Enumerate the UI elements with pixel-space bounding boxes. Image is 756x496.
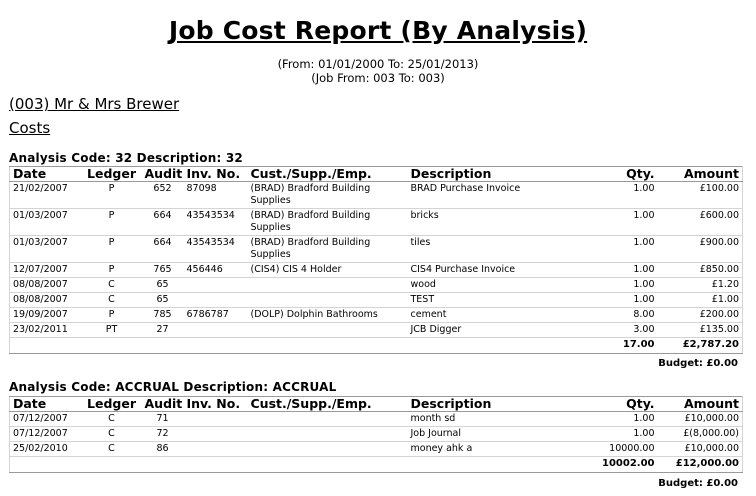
cell-inv-no [184, 293, 248, 308]
total-qty: 10002.00 [578, 457, 658, 473]
cell-date: 12/07/2007 [10, 263, 82, 278]
col-date: Date [10, 167, 82, 182]
cell-audit: 664 [142, 209, 184, 236]
table-row [10, 278, 743, 293]
cell-inv-no: 456446 [184, 263, 248, 278]
cell-description: money ahk a [408, 442, 578, 457]
col-audit: Audit [142, 397, 184, 412]
col-audit: Audit [142, 167, 184, 182]
cell-description: BRAD Purchase Invoice [408, 182, 578, 209]
cell-date: 01/03/2007 [10, 209, 82, 236]
cell-qty: 1.00 [578, 293, 658, 308]
cell-inv-no [184, 278, 248, 293]
total-qty: 17.00 [578, 338, 658, 354]
table-row [10, 293, 743, 308]
cell-inv-no [184, 412, 248, 427]
cell-ledger: C [82, 278, 142, 293]
cell-date: 19/09/2007 [10, 308, 82, 323]
cell-description: Job Journal [408, 427, 578, 442]
cell-inv-no: 43543534 [184, 236, 248, 263]
cell-cust: (BRAD) Bradford Building Supplies [248, 209, 408, 236]
table-row [10, 323, 743, 338]
cell-date: 07/12/2007 [10, 427, 82, 442]
cell-cust [248, 323, 408, 338]
total-row [10, 338, 743, 354]
cell-inv-no: 87098 [184, 182, 248, 209]
cell-cust [248, 427, 408, 442]
cell-ledger: P [82, 263, 142, 278]
cell-audit: 664 [142, 236, 184, 263]
table-row [10, 427, 743, 442]
cell-ledger: P [82, 308, 142, 323]
col-date: Date [10, 397, 82, 412]
table-header-row [10, 167, 743, 182]
table-row [10, 442, 743, 457]
cell-date: 01/03/2007 [10, 236, 82, 263]
table-row [10, 412, 743, 427]
cell-audit: 27 [142, 323, 184, 338]
cell-ledger: C [82, 412, 142, 427]
cell-qty: 8.00 [578, 308, 658, 323]
cell-inv-no: 43543534 [184, 209, 248, 236]
job-range: (Job From: 003 To: 003) [311, 71, 445, 85]
report-title: Job Cost Report (By Analysis) [168, 16, 588, 45]
cost-table [9, 396, 743, 473]
cell-description: month sd [408, 412, 578, 427]
table-row [10, 263, 743, 278]
total-amount: £12,000.00 [658, 457, 743, 473]
cell-cust: (DOLP) Dolphin Bathrooms [248, 308, 408, 323]
budget-label: Budget: £0.00 [658, 358, 738, 369]
table-row [10, 308, 743, 323]
cell-ledger: PT [82, 323, 142, 338]
cell-ledger: P [82, 236, 142, 263]
cell-description: tiles [408, 236, 578, 263]
cell-description: cement [408, 308, 578, 323]
cell-ledger: C [82, 442, 142, 457]
cell-amount: £600.00 [658, 209, 743, 236]
cell-date: 21/02/2007 [10, 182, 82, 209]
cell-ledger: C [82, 293, 142, 308]
cell-amount: £100.00 [658, 182, 743, 209]
cell-amount: £10,000.00 [658, 412, 743, 427]
cell-audit: 72 [142, 427, 184, 442]
cell-amount: £135.00 [658, 323, 743, 338]
cell-date: 23/02/2011 [10, 323, 82, 338]
analysis-code-heading: Analysis Code: ACCRUAL Description: ACCRUAL [9, 380, 337, 394]
analysis-code-heading: Analysis Code: 32 Description: 32 [9, 151, 243, 165]
col-ledger: Ledger [82, 397, 142, 412]
cell-description: JCB Digger [408, 323, 578, 338]
cell-amount: £1.00 [658, 293, 743, 308]
cell-audit: 86 [142, 442, 184, 457]
cell-inv-no [184, 323, 248, 338]
cell-cust: (BRAD) Bradford Building Supplies [248, 236, 408, 263]
cell-cust [248, 442, 408, 457]
cell-cust [248, 278, 408, 293]
cell-description: TEST [408, 293, 578, 308]
cell-amount: £900.00 [658, 236, 743, 263]
client-name: (003) Mr & Mrs Brewer [9, 95, 180, 113]
cell-amount: £10,000.00 [658, 442, 743, 457]
cell-amount: £(8,000.00) [658, 427, 743, 442]
cell-ledger: C [82, 427, 142, 442]
col-cust: Cust./Supp./Emp. [248, 397, 408, 412]
cell-cust [248, 293, 408, 308]
cell-qty: 1.00 [578, 236, 658, 263]
cell-cust [248, 412, 408, 427]
cell-qty: 3.00 [578, 323, 658, 338]
col-ledger: Ledger [82, 167, 142, 182]
col-amount: Amount [658, 167, 743, 182]
cell-amount: £850.00 [658, 263, 743, 278]
cell-qty: 1.00 [578, 427, 658, 442]
total-amount: £2,787.20 [658, 338, 743, 354]
budget-label: Budget: £0.00 [658, 478, 738, 489]
cell-inv-no [184, 427, 248, 442]
cell-description: CIS4 Purchase Invoice [408, 263, 578, 278]
date-range: (From: 01/01/2000 To: 25/01/2013) [277, 57, 479, 71]
table-row [10, 209, 743, 236]
cell-ledger: P [82, 209, 142, 236]
cell-audit: 71 [142, 412, 184, 427]
cell-amount: £200.00 [658, 308, 743, 323]
col-qty: Qty. [578, 397, 658, 412]
cell-qty: 1.00 [578, 263, 658, 278]
col-cust: Cust./Supp./Emp. [248, 167, 408, 182]
cell-audit: 785 [142, 308, 184, 323]
cell-date: 08/08/2007 [10, 293, 82, 308]
cell-audit: 65 [142, 293, 184, 308]
col-qty: Qty. [578, 167, 658, 182]
cell-audit: 65 [142, 278, 184, 293]
cell-ledger: P [82, 182, 142, 209]
col-inv-no: Inv. No. [184, 167, 248, 182]
cell-description: bricks [408, 209, 578, 236]
col-amount: Amount [658, 397, 743, 412]
cell-description: wood [408, 278, 578, 293]
cell-audit: 765 [142, 263, 184, 278]
table-row [10, 236, 743, 263]
col-description: Description [408, 397, 578, 412]
col-inv-no: Inv. No. [184, 397, 248, 412]
total-row [10, 457, 743, 473]
cell-date: 08/08/2007 [10, 278, 82, 293]
cell-date: 07/12/2007 [10, 412, 82, 427]
cell-inv-no [184, 442, 248, 457]
cost-table [9, 166, 743, 354]
cell-cust: (BRAD) Bradford Building Supplies [248, 182, 408, 209]
cell-qty: 1.00 [578, 412, 658, 427]
cell-date: 25/02/2010 [10, 442, 82, 457]
cell-qty: 1.00 [578, 182, 658, 209]
cell-cust: (CIS4) CIS 4 Holder [248, 263, 408, 278]
cell-qty: 10000.00 [578, 442, 658, 457]
table-row [10, 182, 743, 209]
cell-qty: 1.00 [578, 278, 658, 293]
cell-amount: £1.20 [658, 278, 743, 293]
table-header-row [10, 397, 743, 412]
cell-inv-no: 6786787 [184, 308, 248, 323]
col-description: Description [408, 167, 578, 182]
section-title: Costs [9, 119, 51, 137]
cell-qty: 1.00 [578, 209, 658, 236]
cell-audit: 652 [142, 182, 184, 209]
